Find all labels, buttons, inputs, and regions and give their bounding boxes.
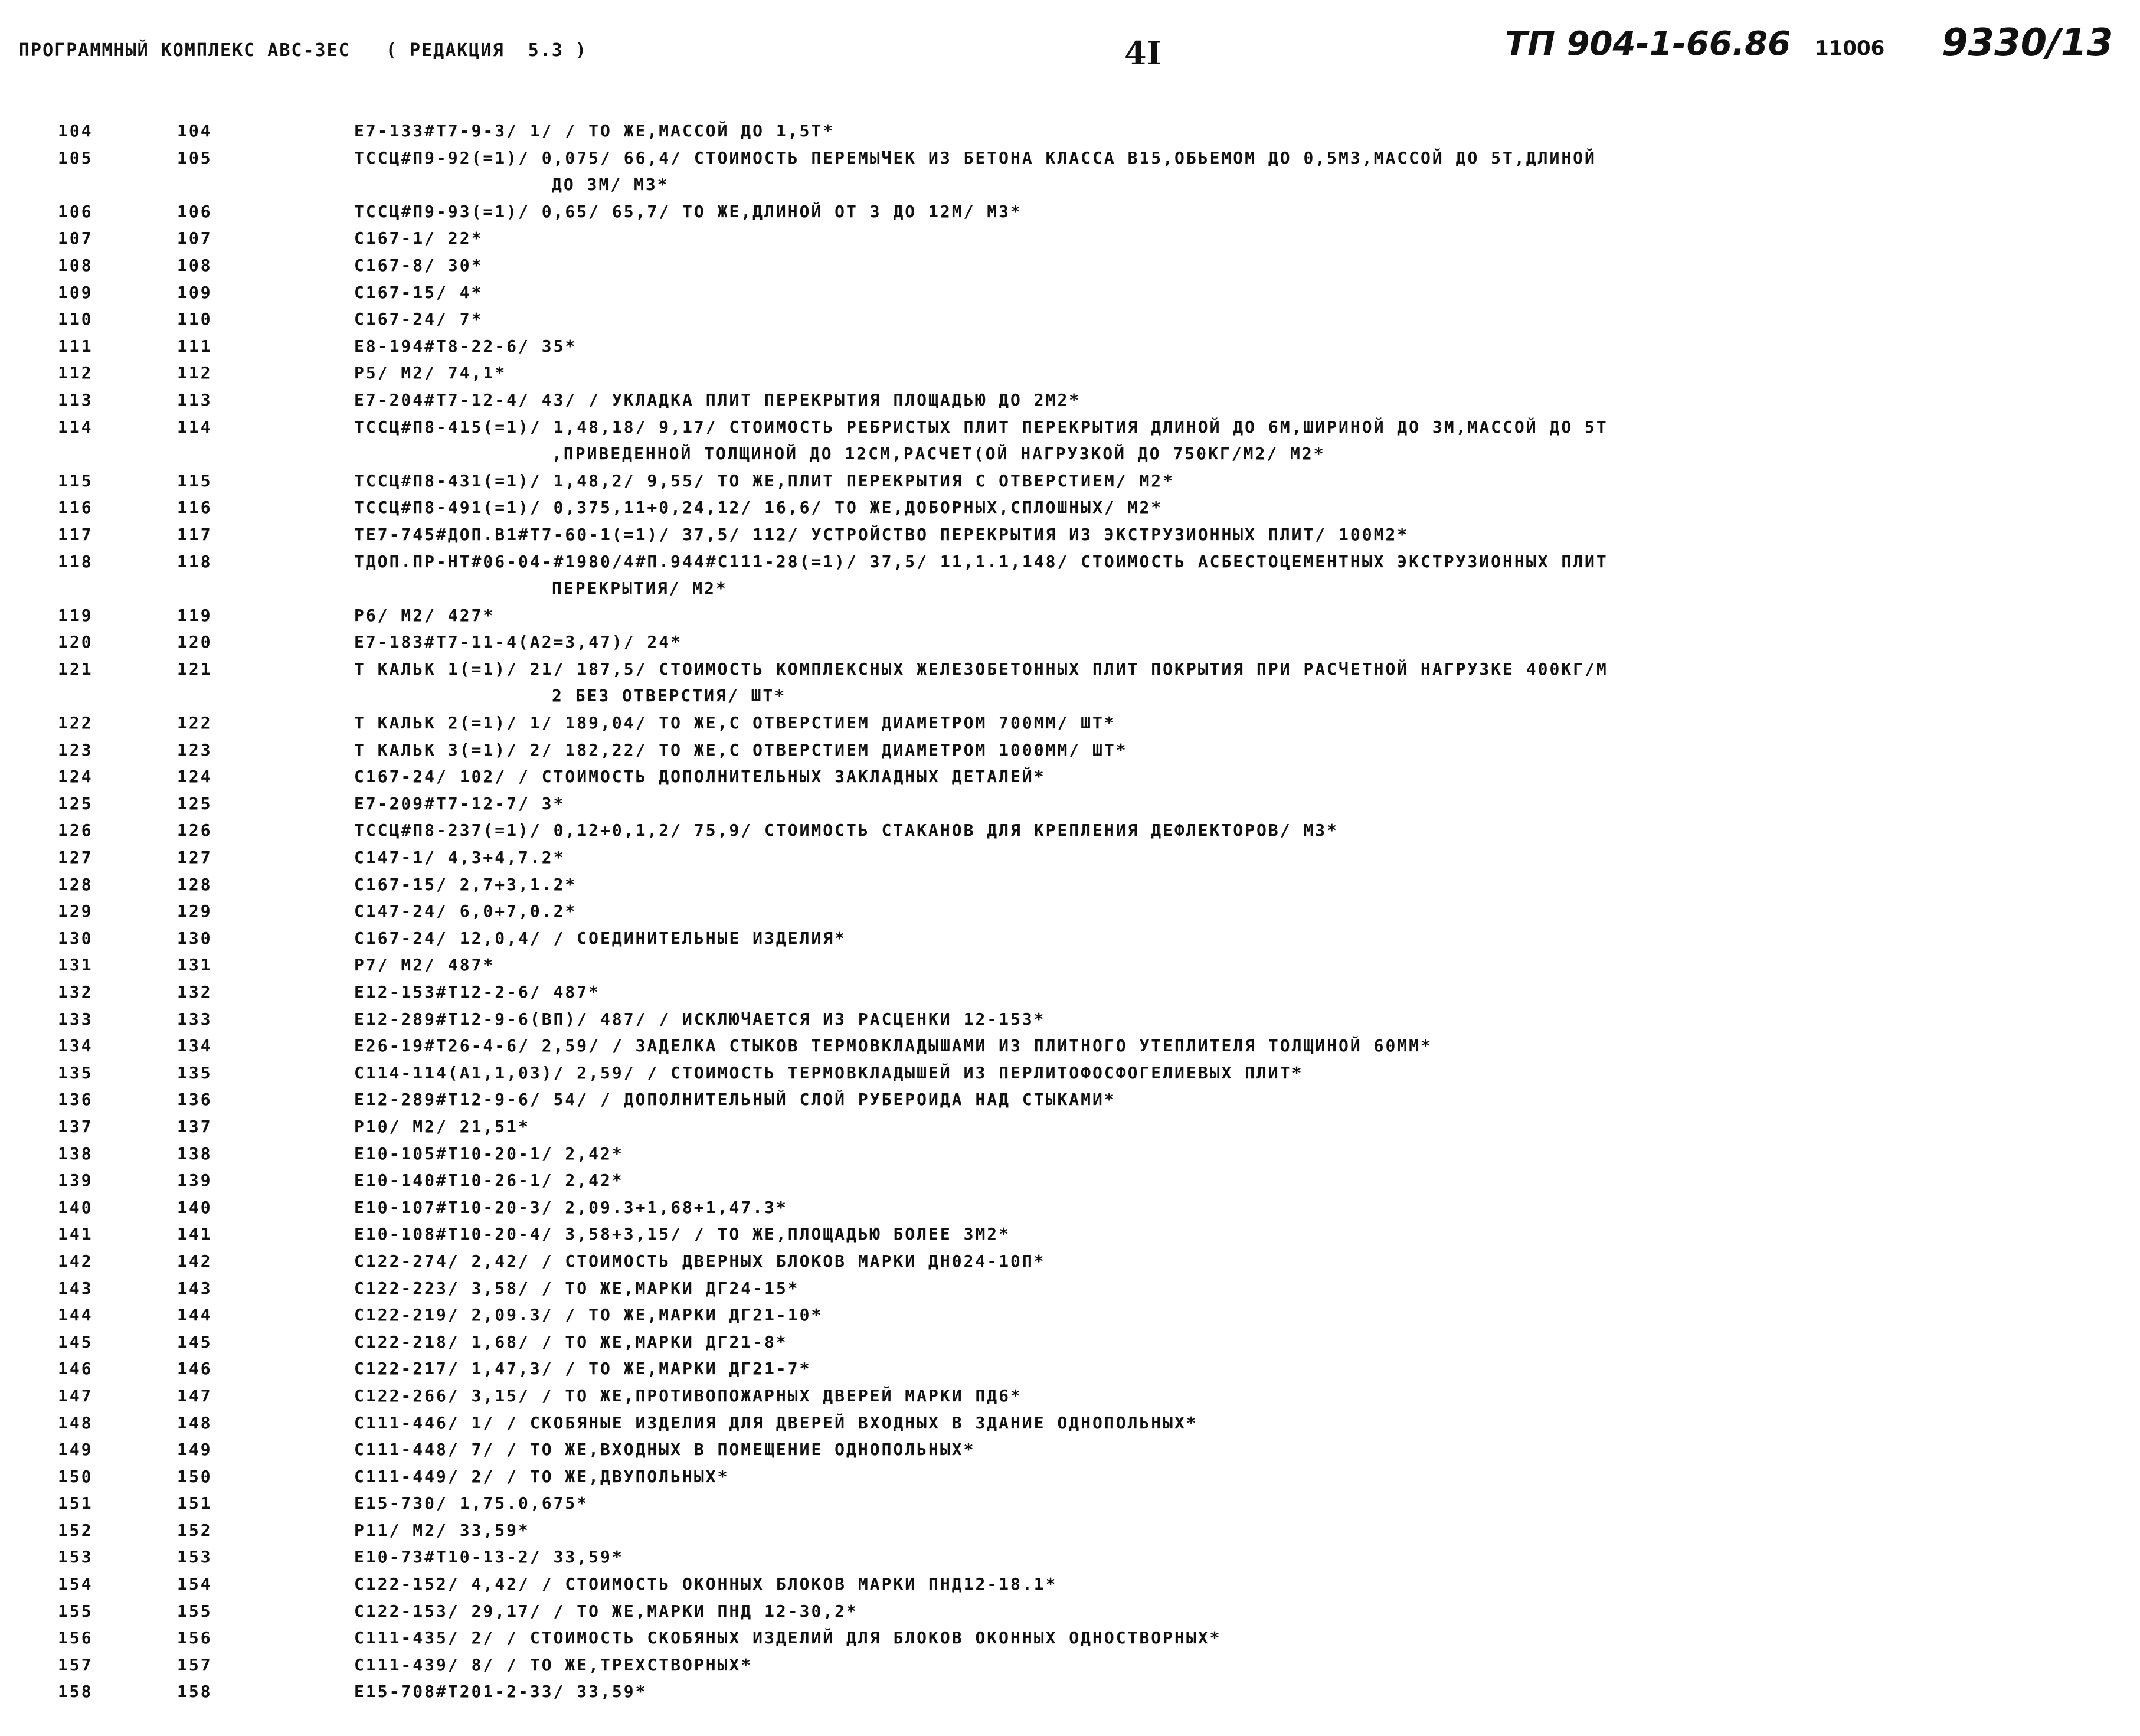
listing-line (0, 632, 2140, 659)
statement-number: 150 (177, 1466, 212, 1486)
statement-text: С167-24/ 102/ / СТОИМОСТЬ ДОПОЛНИТЕЛЬНЫХ ЗАКЛАДНЫХ ДЕТАЛЕЙ* (354, 767, 1046, 787)
line-number: 138 (58, 1143, 93, 1163)
listing-line (0, 1467, 2140, 1494)
program-listing (0, 121, 2140, 1709)
line-number: 118 (58, 551, 93, 571)
listing-line (0, 606, 2140, 633)
statement-number: 118 (177, 551, 212, 571)
statement-text: E12-289#T12-9-6(ВП)/ 487/ / ИСКЛЮЧАЕТСЯ ИЗ РАСЦЕНКИ 12-153* (354, 1009, 1046, 1029)
listing-line (0, 1063, 2140, 1090)
line-number: 152 (58, 1520, 93, 1540)
listing-line (0, 794, 2140, 821)
line-number: 131 (58, 955, 93, 975)
statement-continuation: 2 БЕЗ ОТВЕРСТИЯ/ ШТ* (552, 686, 787, 706)
listing-line (0, 901, 2140, 929)
listing-line (0, 1171, 2140, 1198)
listing-line (0, 875, 2140, 902)
statement-text: С111-448/ 7/ / ТО ЖЕ,ВХОДНЫХ В ПОМЕЩЕНИЕ ОДНОПОЛЬНЫХ* (354, 1440, 976, 1460)
document-code: 11006 (1815, 37, 1885, 60)
line-number: 126 (58, 820, 93, 841)
listing-line (0, 929, 2140, 956)
statement-text: TE7-745#ДОП.В1#Т7-60-1(=1)/ 37,5/ 112/ УСТРОЙСТВО ПЕРЕКРЫТИЯ ИЗ ЭКСТРУЗИОННЫХ ПЛИТ/ 100М2* (354, 524, 1409, 544)
listing-line (0, 121, 2140, 148)
statement-number: 142 (177, 1251, 212, 1271)
line-number: 141 (58, 1224, 93, 1244)
listing-line (0, 659, 2140, 713)
statement-number: 113 (177, 390, 212, 410)
line-number: 122 (58, 713, 93, 733)
line-number: 149 (58, 1440, 93, 1460)
statement-text: Р11/ М2/ 33,59* (354, 1520, 530, 1540)
project-number: ТП 904-1-66.86 (1505, 25, 1791, 63)
listing-line (0, 471, 2140, 498)
listing-line (0, 417, 2140, 471)
statement-text: С111-439/ 8/ / ТО ЖЕ,ТРЕХСТВОРНЫХ* (354, 1655, 753, 1675)
statement-number: 125 (177, 793, 212, 813)
statement-text: С111-435/ 2/ / СТОИМОСТЬ СКОБЯНЫХ ИЗДЕЛИЙ ДЛЯ БЛОКОВ ОКОННЫХ ОДНОСТВОРНЫХ* (354, 1628, 1222, 1648)
listing-line (0, 1440, 2140, 1467)
line-number: 124 (58, 767, 93, 787)
line-number: 110 (58, 309, 93, 329)
line-number: 116 (58, 498, 93, 518)
line-number: 109 (58, 282, 93, 302)
listing-line (0, 283, 2140, 310)
statement-number: 132 (177, 982, 212, 1002)
statement-number: 105 (177, 148, 212, 168)
statement-number: 116 (177, 498, 212, 518)
line-number: 114 (58, 417, 93, 437)
page-number: 4I (1124, 34, 1161, 72)
listing-line (0, 1251, 2140, 1279)
listing-line (0, 1386, 2140, 1413)
listing-line (0, 256, 2140, 283)
statement-number: 152 (177, 1520, 212, 1540)
listing-line (0, 1682, 2140, 1709)
statement-number: 117 (177, 524, 212, 544)
listing-line (0, 1009, 2140, 1037)
statement-number: 110 (177, 309, 212, 329)
line-number: 143 (58, 1278, 93, 1298)
statement-number: 128 (177, 874, 212, 894)
listing-line (0, 390, 2140, 417)
statement-text: E10-140#T10-26-1/ 2,42* (354, 1171, 624, 1191)
statement-text: С122-266/ 3,15/ / ТО ЖЕ,ПРОТИВОПОЖАРНЫХ ДВЕРЕЙ МАРКИ ПД6* (354, 1385, 1022, 1405)
statement-text: E10-73#T10-13-2/ 33,59* (354, 1547, 624, 1567)
statement-text: Р5/ М2/ 74,1* (354, 363, 507, 383)
statement-text: ТССЦ#П9-93(=1)/ 0,65/ 65,7/ ТО ЖЕ,ДЛИНОЙ ОТ 3 ДО 12М/ М3* (354, 201, 1022, 221)
line-number: 125 (58, 793, 93, 813)
statement-number: 135 (177, 1062, 212, 1083)
statement-number: 129 (177, 901, 212, 921)
statement-text: С122-274/ 2,42/ / СТОИМОСТЬ ДВЕРНЫХ БЛОКОВ МАРКИ ДН024-10П* (354, 1251, 1046, 1271)
statement-number: 120 (177, 632, 212, 652)
line-number: 112 (58, 363, 93, 383)
listing-line (0, 1655, 2140, 1682)
statement-number: 107 (177, 228, 212, 249)
line-number: 148 (58, 1413, 93, 1433)
line-number: 145 (58, 1332, 93, 1352)
sheet-number: 9330/13 (1942, 21, 2113, 65)
line-number: 156 (58, 1628, 93, 1648)
listing-line (0, 552, 2140, 606)
listing-line (0, 982, 2140, 1009)
statement-number: 122 (177, 713, 212, 733)
statement-number: 144 (177, 1305, 212, 1325)
listing-line (0, 1493, 2140, 1521)
line-number: 151 (58, 1493, 93, 1513)
listing-line (0, 955, 2140, 982)
statement-text: С111-446/ 1/ / СКОБЯНЫЕ ИЗДЕЛИЯ ДЛЯ ДВЕРЕЙ ВХОДНЫХ В ЗДАНИЕ ОДНОПОЛЬНЫХ* (354, 1413, 1198, 1433)
line-number: 158 (58, 1682, 93, 1702)
statement-number: 148 (177, 1413, 212, 1433)
statement-text: С111-449/ 2/ / ТО ЖЕ,ДВУПОЛЬНЫХ* (354, 1466, 729, 1486)
listing-line (0, 148, 2140, 202)
statement-text: ТССЦ#П8-431(=1)/ 1,48,2/ 9,55/ ТО ЖЕ,ПЛИТ ПЕРЕКРЫТИЯ С ОТВЕРСТИЕМ/ М2* (354, 470, 1175, 491)
statement-text: E10-107#T10-20-3/ 2,09.3+1,68+1,47.3* (354, 1197, 788, 1217)
statement-number: 121 (177, 659, 212, 679)
statement-number: 131 (177, 955, 212, 975)
line-number: 119 (58, 605, 93, 625)
listing-line (0, 820, 2140, 848)
listing-line (0, 1601, 2140, 1629)
statement-text: ТССЦ#П8-237(=1)/ 0,12+0,1,2/ 75,9/ СТОИМОСТЬ СТАКАНОВ ДЛЯ КРЕПЛЕНИЯ ДЕФЛЕКТОРОВ/ М3* (354, 820, 1339, 841)
statement-number: 149 (177, 1440, 212, 1460)
statement-number: 133 (177, 1009, 212, 1029)
line-number: 105 (58, 148, 93, 168)
line-number: 121 (58, 659, 93, 679)
statement-number: 151 (177, 1493, 212, 1513)
statement-number: 124 (177, 767, 212, 787)
statement-text: Р10/ М2/ 21,51* (354, 1116, 530, 1136)
statement-number: 157 (177, 1655, 212, 1675)
listing-line (0, 848, 2140, 875)
line-number: 123 (58, 740, 93, 760)
statement-text: E12-153#T12-2-6/ 487* (354, 982, 601, 1002)
listing-line (0, 1090, 2140, 1117)
statement-number: 145 (177, 1332, 212, 1352)
line-number: 106 (58, 201, 93, 221)
statement-number: 111 (177, 336, 212, 356)
listing-line (0, 1279, 2140, 1306)
statement-number: 126 (177, 820, 212, 841)
statement-text: E8-194#T8-22-6/ 35* (354, 336, 577, 356)
statement-text: Т КАЛЬК 2(=1)/ 1/ 189,04/ ТО ЖЕ,С ОТВЕРСТИЕМ ДИАМЕТРОМ 700ММ/ ШТ* (354, 713, 1116, 733)
listing-line (0, 202, 2140, 229)
statement-number: 137 (177, 1116, 212, 1136)
line-number: 154 (58, 1574, 93, 1594)
statement-text: С167-15/ 4* (354, 282, 483, 302)
statement-number: 155 (177, 1601, 212, 1621)
line-number: 150 (58, 1466, 93, 1486)
line-number: 133 (58, 1009, 93, 1029)
statement-number: 141 (177, 1224, 212, 1244)
statement-text: С147-1/ 4,3+4,7.2* (354, 848, 565, 868)
statement-text: С122-153/ 29,17/ / ТО ЖЕ,МАРКИ ПНД 12-30,2* (354, 1601, 858, 1621)
listing-line (0, 1628, 2140, 1655)
statement-text: Р7/ М2/ 487* (354, 955, 495, 975)
statement-text: ТССЦ#П9-92(=1)/ 0,075/ 66,4/ СТОИМОСТЬ ПЕРЕМЫЧЕК ИЗ БЕТОНА КЛАССА В15,ОБЬЕМОМ ДО 0,5М3,МАССОЙ ДО 5Т,ДЛИНОЙ (354, 148, 1596, 168)
statement-text: С167-15/ 2,7+3,1.2* (354, 874, 577, 894)
statement-text: E26-19#T26-4-6/ 2,59/ / ЗАДЕЛКА СТЫКОВ ТЕРМОВКЛАДЫШАМИ ИЗ ПЛИТНОГО УТЕПЛИТЕЛЯ ТОЛЩИНОЙ 60ММ* (354, 1036, 1432, 1056)
listing-line (0, 1117, 2140, 1144)
statement-number: 130 (177, 928, 212, 948)
listing-line (0, 228, 2140, 256)
statement-number: 115 (177, 470, 212, 491)
listing-line (0, 1036, 2140, 1063)
statement-text: С114-114(A1,1,03)/ 2,59/ / СТОИМОСТЬ ТЕРМОВКЛАДЫШЕЙ ИЗ ПЕРЛИТОФОСФОГЕЛИЕВЫХ ПЛИТ* (354, 1062, 1304, 1083)
statement-text: ТССЦ#П8-491(=1)/ 0,375,11+0,24,12/ 16,6/ ТО ЖЕ,ДОБОРНЫХ,СПЛОШНЫХ/ М2* (354, 498, 1163, 518)
listing-line (0, 525, 2140, 552)
listing-line (0, 1547, 2140, 1574)
statement-text: С122-152/ 4,42/ / СТОИМОСТЬ ОКОННЫХ БЛОКОВ МАРКИ ПНД12-18.1* (354, 1574, 1058, 1594)
statement-text: ТДОП.ПР-НТ#06-04-#1980/4#П.944#С111-28(=1)/ 37,5/ 11,1.1,148/ СТОИМОСТЬ АСБЕСТОЦЕМЕНТНЫХ ЭКСТРУЗИОННЫХ ПЛИТ (354, 551, 1608, 571)
statement-number: 158 (177, 1682, 212, 1702)
listing-line (0, 767, 2140, 794)
line-number: 134 (58, 1036, 93, 1056)
line-number: 146 (58, 1359, 93, 1379)
statement-text: С122-217/ 1,47,3/ / ТО ЖЕ,МАРКИ ДГ21-7* (354, 1359, 812, 1379)
listing-line (0, 740, 2140, 767)
statement-text: Т КАЛЬК 3(=1)/ 2/ 182,22/ ТО ЖЕ,С ОТВЕРСТИЕМ ДИАМЕТРОМ 1000ММ/ ШТ* (354, 740, 1128, 760)
statement-text: E7-204#T7-12-4/ 43/ / УКЛАДКА ПЛИТ ПЕРЕКРЫТИЯ ПЛОЩАДЬЮ ДО 2М2* (354, 390, 1081, 410)
line-number: 117 (58, 524, 93, 544)
statement-text: С122-223/ 3,58/ / ТО ЖЕ,МАРКИ ДГ24-15* (354, 1278, 800, 1298)
listing-line (0, 1305, 2140, 1332)
statement-text: С167-24/ 12,0,4/ / СОЕДИНИТЕЛЬНЫЕ ИЗДЕЛИЯ* (354, 928, 847, 948)
statement-number: 119 (177, 605, 212, 625)
listing-line (0, 1144, 2140, 1171)
statement-number: 156 (177, 1628, 212, 1648)
listing-line (0, 1359, 2140, 1386)
statement-text: ТССЦ#П8-415(=1)/ 1,48,18/ 9,17/ СТОИМОСТЬ РЕБРИСТЫХ ПЛИТ ПЕРЕКРЫТИЯ ДЛИНОЙ ДО 6М,ШИРИНОЙ ДО 3М,МАССОЙ ДО 5Т (354, 417, 1608, 437)
listing-line (0, 336, 2140, 364)
line-number: 135 (58, 1062, 93, 1083)
statement-text: Т КАЛЬК 1(=1)/ 21/ 187,5/ СТОИМОСТЬ КОМПЛЕКСНЫХ ЖЕЛЕЗОБЕТОННЫХ ПЛИТ ПОКРЫТИЯ ПРИ РАСЧЕТНОЙ НАГРУЗКЕ 400КГ/М (354, 659, 1608, 679)
line-number: 153 (58, 1547, 93, 1567)
statement-text: С167-24/ 7* (354, 309, 483, 329)
line-number: 127 (58, 848, 93, 868)
listing-line (0, 498, 2140, 525)
statement-text: E15-708#T201-2-33/ 33,59* (354, 1682, 647, 1702)
statement-number: 127 (177, 848, 212, 868)
statement-text: E15-730/ 1,75.0,675* (354, 1493, 589, 1513)
statement-number: 154 (177, 1574, 212, 1594)
program-title: ПРОГРАММНЫЙ КОМПЛЕКС АВС-ЗЕС ( РЕДАКЦИЯ 5.3 ) (19, 40, 587, 61)
statement-number: 153 (177, 1547, 212, 1567)
statement-number: 123 (177, 740, 212, 760)
statement-number: 136 (177, 1090, 212, 1110)
statement-continuation: ,ПРИВЕДЕННОЙ ТОЛЩИНОЙ ДО 12СМ,РАСЧЕТ(ОЙ НАГРУЗКОЙ ДО 750КГ/М2/ М2* (552, 444, 1326, 464)
line-number: 107 (58, 228, 93, 249)
listing-line (0, 1413, 2140, 1440)
statement-number: 147 (177, 1385, 212, 1405)
statement-number: 138 (177, 1143, 212, 1163)
listing-line (0, 1574, 2140, 1601)
statement-number: 109 (177, 282, 212, 302)
line-number: 130 (58, 928, 93, 948)
line-number: 155 (58, 1601, 93, 1621)
statement-number: 114 (177, 417, 212, 437)
listing-line (0, 309, 2140, 336)
line-number: 111 (58, 336, 93, 356)
line-number: 113 (58, 390, 93, 410)
statement-continuation: ДО 3М/ М3* (552, 175, 669, 195)
statement-number: 146 (177, 1359, 212, 1379)
statement-number: 106 (177, 201, 212, 221)
statement-number: 134 (177, 1036, 212, 1056)
line-number: 108 (58, 255, 93, 275)
listing-line (0, 713, 2140, 740)
line-number: 142 (58, 1251, 93, 1271)
statement-text: E10-108#T10-20-4/ 3,58+3,15/ / ТО ЖЕ,ПЛОЩАДЬЮ БОЛЕЕ 3М2* (354, 1224, 1011, 1244)
line-number: 136 (58, 1090, 93, 1110)
statement-number: 112 (177, 363, 212, 383)
statement-text: С122-219/ 2,09.3/ / ТО ЖЕ,МАРКИ ДГ21-10* (354, 1305, 823, 1325)
statement-number: 140 (177, 1197, 212, 1217)
statement-text: E10-105#T10-20-1/ 2,42* (354, 1143, 624, 1163)
line-number: 157 (58, 1655, 93, 1675)
listing-line (0, 363, 2140, 390)
statement-text: E12-289#T12-9-6/ 54/ / ДОПОЛНИТЕЛЬНЫЙ СЛОЙ РУБЕРОИДА НАД СТЫКАМИ* (354, 1090, 1116, 1110)
line-number: 144 (58, 1305, 93, 1325)
listing-line (0, 1332, 2140, 1359)
statement-number: 104 (177, 121, 212, 140)
statement-text: С167-8/ 30* (354, 255, 483, 275)
statement-text: С122-218/ 1,68/ / ТО ЖЕ,МАРКИ ДГ21-8* (354, 1332, 788, 1352)
statement-number: 139 (177, 1171, 212, 1191)
statement-text: E7-133#T7-9-3/ 1/ / ТО ЖЕ,МАССОЙ ДО 1,5Т* (354, 121, 835, 140)
line-number: 115 (58, 470, 93, 491)
statement-text: E7-183#T7-11-4(A2=3,47)/ 24* (354, 632, 683, 652)
statement-text: С167-1/ 22* (354, 228, 483, 249)
line-number: 139 (58, 1171, 93, 1191)
statement-text: Р6/ М2/ 427* (354, 605, 495, 625)
line-number: 128 (58, 874, 93, 894)
line-number: 137 (58, 1116, 93, 1136)
line-number: 104 (58, 121, 93, 140)
statement-text: С147-24/ 6,0+7,0.2* (354, 901, 577, 921)
statement-number: 143 (177, 1278, 212, 1298)
statement-continuation: ПЕРЕКРЫТИЯ/ М2* (552, 578, 728, 599)
line-number: 120 (58, 632, 93, 652)
line-number: 132 (58, 982, 93, 1002)
statement-number: 108 (177, 255, 212, 275)
line-number: 147 (58, 1385, 93, 1405)
line-number: 129 (58, 901, 93, 921)
line-number: 140 (58, 1197, 93, 1217)
statement-text: E7-209#T7-12-7/ 3* (354, 793, 565, 813)
listing-line (0, 1198, 2140, 1225)
listing-line (0, 1224, 2140, 1251)
listing-line (0, 1521, 2140, 1548)
